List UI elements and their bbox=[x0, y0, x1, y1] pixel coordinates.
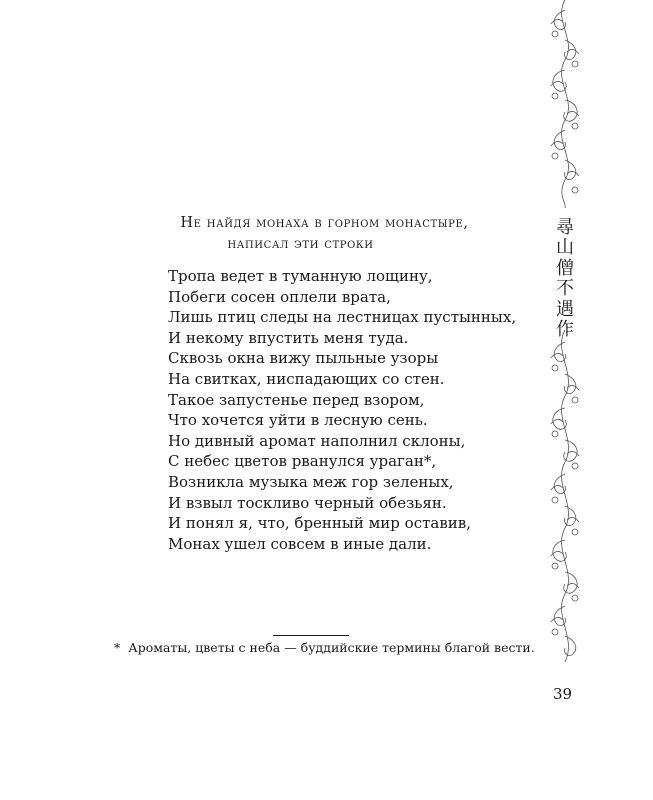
poem-line: Лишь птиц следы на лестницах пустынных, bbox=[168, 308, 517, 327]
poem-title-line-2: написал эти строки bbox=[227, 236, 374, 252]
vertical-title-char: 山 bbox=[556, 237, 574, 259]
vertical-title-char: 不 bbox=[556, 278, 574, 300]
poem-line: И некому впустить меня туда. bbox=[168, 328, 409, 347]
poem-line: Но дивный аромат наполнил склоны, bbox=[168, 431, 466, 450]
footnote-mark: * bbox=[114, 640, 121, 655]
poem-line: Монах ушел совсем в иные дали. bbox=[168, 534, 432, 553]
page-number: 39 bbox=[553, 685, 573, 703]
poem-line: Побеги сосен оплели врата, bbox=[168, 287, 391, 306]
poem-body bbox=[168, 266, 516, 554]
footnote-text: Ароматы, цветы с неба — буддийские термины благой вести. bbox=[128, 640, 535, 655]
footnote-divider bbox=[273, 635, 349, 636]
poem-line: И понял я, что, бренный мир оставив, bbox=[168, 514, 471, 533]
poem-line: На свитках, ниспадающих со стен. bbox=[168, 369, 445, 388]
poem-line: С небес цветов рванулся ураган*, bbox=[168, 452, 437, 471]
poem-line: Такое запустенье перед взором, bbox=[168, 390, 425, 409]
poem-line: Тропа ведет в туманную лощину, bbox=[168, 267, 433, 285]
floral-ornament-top bbox=[545, 0, 585, 208]
floral-ornament-bottom bbox=[545, 330, 585, 662]
vertical-title-char: 遇 bbox=[556, 298, 574, 320]
poem-line: Сквозь окна вижу пыльные узоры bbox=[168, 349, 439, 368]
poem-line: И взвыл тоскливо черный обезьян. bbox=[168, 493, 447, 512]
vertical-title-char: 尋 bbox=[556, 217, 574, 238]
poem-title bbox=[0, 214, 653, 254]
poem-line: Что хочется уйти в лесную сень. bbox=[168, 411, 428, 430]
vertical-title-char: 作 bbox=[556, 319, 574, 341]
poem-title-line-1: Не найдя монаха в горном монастыре, bbox=[180, 215, 469, 231]
poem-line: Возникла музыка меж гор зеленых, bbox=[168, 472, 454, 491]
vertical-title-char: 僧 bbox=[556, 257, 574, 279]
footnote bbox=[114, 640, 535, 656]
